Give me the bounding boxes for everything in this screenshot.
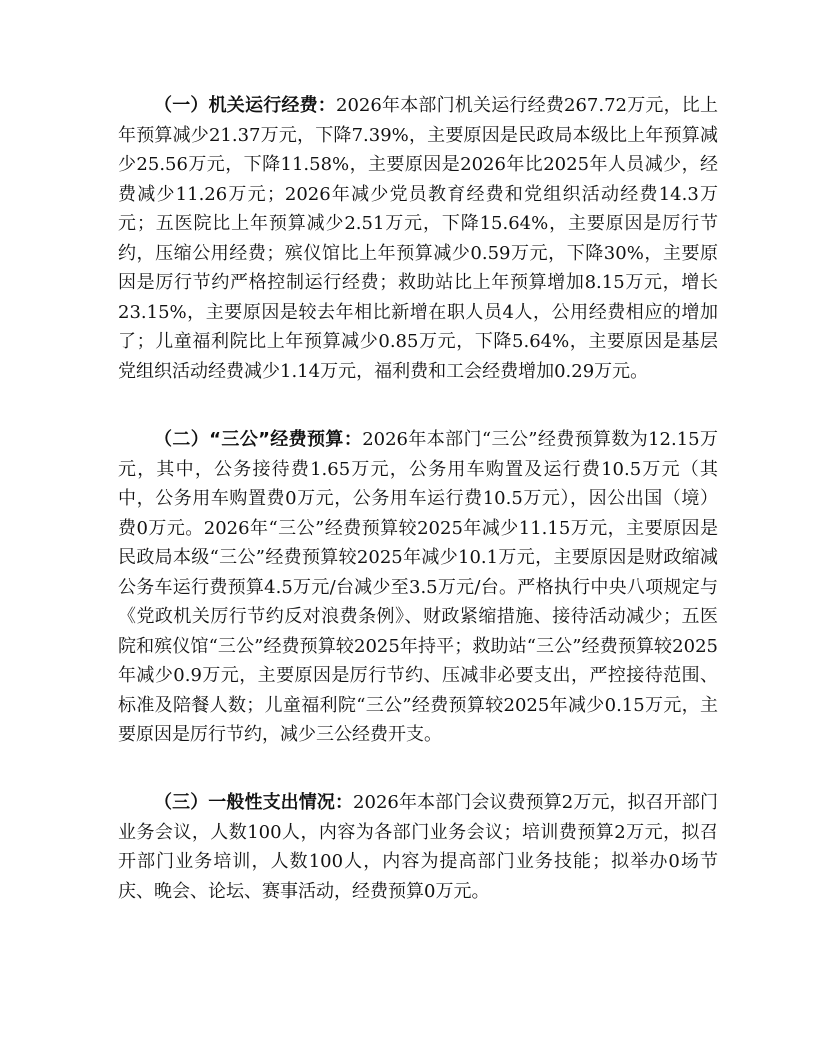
section-heading: （三）一般性支出情况：: [154, 792, 354, 813]
section-operating-expenses: [118, 91, 718, 386]
section-general-expenditure: [118, 788, 718, 906]
section-body: 2026年本部门机关运行经费267.72万元，比上年预算减少21.37万元，下降7.39%，主要原因是民政局本级比上年预算减少25.56万元，下降11.58%，主要原因是2026年比2025年人员减少，经费减少11.26万元；2026年减少党员教育经费和党组织活动经费14.3万元；五医院比上年预算减少2.51万元，下降15.64%，主要原因是厉行节约，压缩公用经费；殡仪馆比上年预算减少0.59万元，下降30%，主要原因是厉行节约严格控制运行经费；救助站比上年预算增加8.15万元，增长23.15%，主要原因是较去年相比新增在职人员4人，公用经费相应的增加了；儿童福利院比上年预算减少0.85万元，下降5.64%，主要原因是基层党组织活动经费减少1.14万元，福利费和工会经费增加0.29万元。: [118, 95, 719, 382]
section-heading: （二）“三公”经费预算：: [154, 429, 363, 450]
paragraph: [118, 425, 718, 750]
paragraph: [118, 91, 718, 386]
section-three-public-expenses: [118, 425, 718, 750]
section-heading: （一）机关运行经费：: [154, 95, 337, 116]
section-body: 2026年本部门“三公”经费预算数为12.15万元，其中，公务接待费1.65万元，公务用车购置及运行费10.5万元（其中，公务用车购置费0万元，公务用车运行费10.5万元），因公出国（境）费0万元。2026年“三公”经费预算较2025年减少11.15万元，主要原因是民政局本级“三公”经费预算较2025年减少10.1万元，主要原因是财政缩减公务车运行费预算4.5万元/台减少至3.5万元/台。严格执行中央八项规定与《党政机关厉行节约反对浪费条例》、财政紧缩措施、接待活动减少；五医院和殡仪馆“三公”经费预算较2025年持平；救助站“三公”经费预算较2025年减少0.9万元，主要原因是厉行节约、压减非必要支出，严控接待范围、标准及陪餐人数；儿童福利院“三公”经费预算较2025年减少0.15万元，主要原因是厉行节约，减少三公经费开支。: [118, 429, 718, 745]
section-body: 2026年本部门会议费预算2万元，拟召开部门业务会议，人数100人，内容为各部门业务会议；培训费预算2万元，拟召开部门业务培训，人数100人，内容为提高部门业务技能；拟举办0场节庆、晚会、论坛、赛事活动，经费预算0万元。: [118, 792, 719, 902]
paragraph: [118, 788, 718, 906]
